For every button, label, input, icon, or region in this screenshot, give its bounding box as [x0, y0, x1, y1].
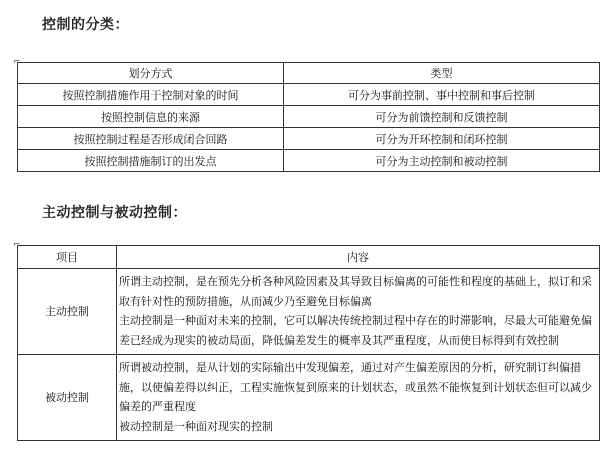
section-title-active-passive: 主动控制与被动控制：: [42, 205, 187, 221]
table-cell: 按照控制措施制订的出发点: [18, 150, 284, 172]
row-label: 被动控制: [18, 354, 117, 440]
content-paragraph: 主动控制是一种面对未来的控制，它可以解决传统控制过程中存在的时滞影响，尽最大可能避免偏差已经成为现实的被动局面，降低偏差发生的概率及其严重程度，从而使目标得到有效控制: [119, 314, 592, 348]
content-cell: [117, 354, 600, 440]
table-cell: 按照控制信息的来源: [18, 106, 284, 128]
table-row: [18, 150, 600, 172]
table-cell: 可分为事前控制、事中控制和事后控制: [284, 84, 600, 106]
table-cell: 可分为开环控制和闭环控制: [284, 128, 600, 150]
content-paragraph: 被动控制是一种面对现实的控制: [119, 419, 273, 433]
table-row: [18, 269, 600, 355]
table-cell: 按照控制过程是否形成闭合回路: [18, 128, 284, 150]
column-header: 项目: [18, 246, 117, 269]
corner-marker: ⌐: [13, 240, 21, 250]
section-title-classification: 控制的分类：: [42, 17, 129, 33]
table-cell: 可分为前馈控制和反馈控制: [284, 106, 600, 128]
corner-marker: ⌐: [13, 57, 21, 67]
active-passive-table: [17, 245, 600, 441]
table-row: [18, 84, 600, 106]
content-paragraph: 所谓主动控制，是在预先分析各种风险因素及其导致目标偏离的可能性和程度的基础上，拟订和采取有针对性的预防措施，从而减少乃至避免目标偏离: [119, 275, 592, 308]
column-header: 类型: [284, 63, 600, 84]
table-header-row: [18, 63, 600, 84]
table-row: [18, 128, 600, 150]
table-row: [18, 106, 600, 128]
table-cell: 按照控制措施作用于控制对象的时间: [18, 84, 284, 106]
column-header: 划分方式: [18, 63, 284, 84]
table-row: [18, 354, 600, 440]
content-cell: [117, 269, 600, 355]
classification-table: [17, 62, 600, 172]
table-cell: 可分为主动控制和被动控制: [284, 150, 600, 172]
column-header: 内容: [117, 246, 600, 269]
content-paragraph: 所谓被动控制，是从计划的实际输出中发现偏差，通过对产生偏差原因的分析，研究制订纠偏措施，以使偏差得以纠正，工程实施恢复到原来的计划状态，或虽然不能恢复到计划状态但可以减少偏差的严重程度: [119, 360, 592, 414]
table-header-row: [18, 246, 600, 269]
row-label: 主动控制: [18, 269, 117, 355]
